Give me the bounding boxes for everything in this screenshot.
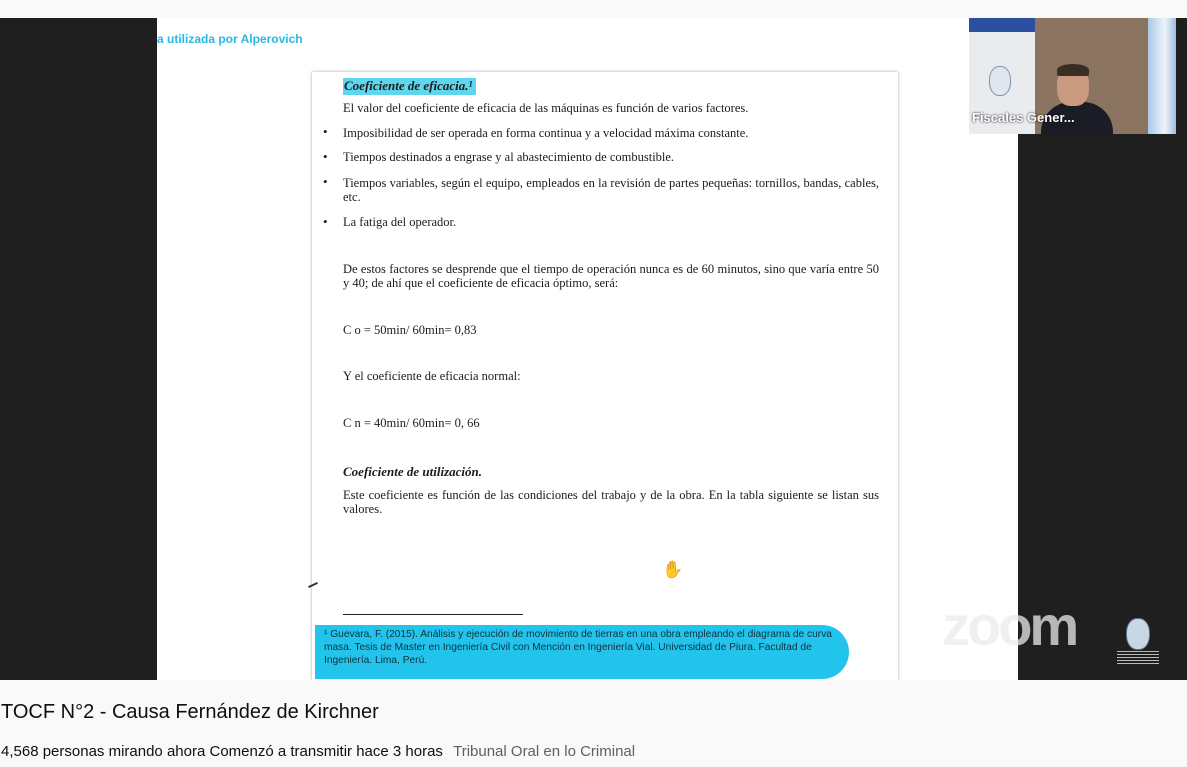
formula-optimo: C o = 50min/ 60min= 0,83: [343, 323, 477, 337]
doc-bullet: La fatiga del operador.: [343, 215, 457, 229]
doc-intro: El valor del coeficiente de eficacia de las máquinas es función de varios factores.: [343, 101, 749, 115]
doc-paragraph: De estos factores se desprende que el tiempo de operación nunca es de 60 minutos, sino que varía entre 50 y 40; de ahí que el coeficiente de eficacia óptimo, será:: [343, 262, 879, 290]
emblem-icon: [989, 66, 1011, 96]
doc-bullet: Tiempos destinados a engrase y al abastecimiento de combustible.: [343, 150, 675, 164]
footnote-divider: [343, 614, 523, 615]
footnote-highlight: ¹ Guevara, F. (2015). Análisis y ejecución de movimiento de tierras en una obra empleando el diagrama de curva masa. Tesis de Master en Ingeniería Civil con Mención en Ingeniería Vial. Universidad de Piura. Facultad de Ingeniería. Lima, Perú.: [315, 625, 849, 679]
doc-heading-eficacia: Coeficiente de eficacia.¹: [343, 78, 476, 95]
video-meta: [1, 743, 635, 760]
bullet-icon: •: [323, 124, 328, 139]
participant-name: Fiscales Gener...: [972, 110, 1075, 125]
margin-mark: [308, 582, 318, 588]
doc-normal-label: Y el coeficiente de eficacia normal:: [343, 369, 521, 383]
bullet-icon: •: [323, 149, 328, 164]
zoom-watermark-logo: zoom: [942, 594, 1077, 657]
video-player[interactable]: [0, 18, 1187, 680]
participant-video: [969, 18, 1176, 134]
bullet-icon: •: [323, 174, 328, 189]
flag-icon: [1148, 18, 1176, 134]
institution-seal-lettering: [1117, 651, 1159, 665]
bullet-icon: •: [323, 214, 328, 229]
doc-bullet: Imposibilidad de ser operada en forma continua y a velocidad máxima constante.: [343, 126, 749, 140]
channel-link[interactable]: Tribunal Oral en lo Criminal: [453, 743, 636, 760]
viewer-count: 4,568 personas mirando ahora: [1, 743, 206, 760]
institution-seal-icon: [1126, 618, 1150, 650]
shared-screen: [157, 18, 1018, 680]
participant-hair: [1057, 64, 1089, 76]
doc-heading-utilizacion: Coeficiente de utilización.: [343, 464, 483, 479]
hand-cursor-icon: ✋: [662, 560, 684, 579]
document-page: [312, 72, 898, 680]
share-header-text: a utilizada por Alperovich: [157, 32, 303, 46]
camera-banner: [969, 18, 1035, 32]
formula-normal: C n = 40min/ 60min= 0, 66: [343, 416, 480, 430]
doc-paragraph2: Este coeficiente es función de las condiciones del trabajo y de la obra. En la tabla siguiente se listan sus valores.: [343, 488, 879, 516]
doc-bullet: Tiempos variables, según el equipo, empleados en la revisión de partes pequeñas: tornillos, bandas, cables, etc.: [343, 176, 879, 204]
stream-start: Comenzó a transmitir hace 3 horas: [209, 743, 443, 760]
video-title: TOCF N°2 - Causa Fernández de Kirchner: [1, 701, 379, 723]
